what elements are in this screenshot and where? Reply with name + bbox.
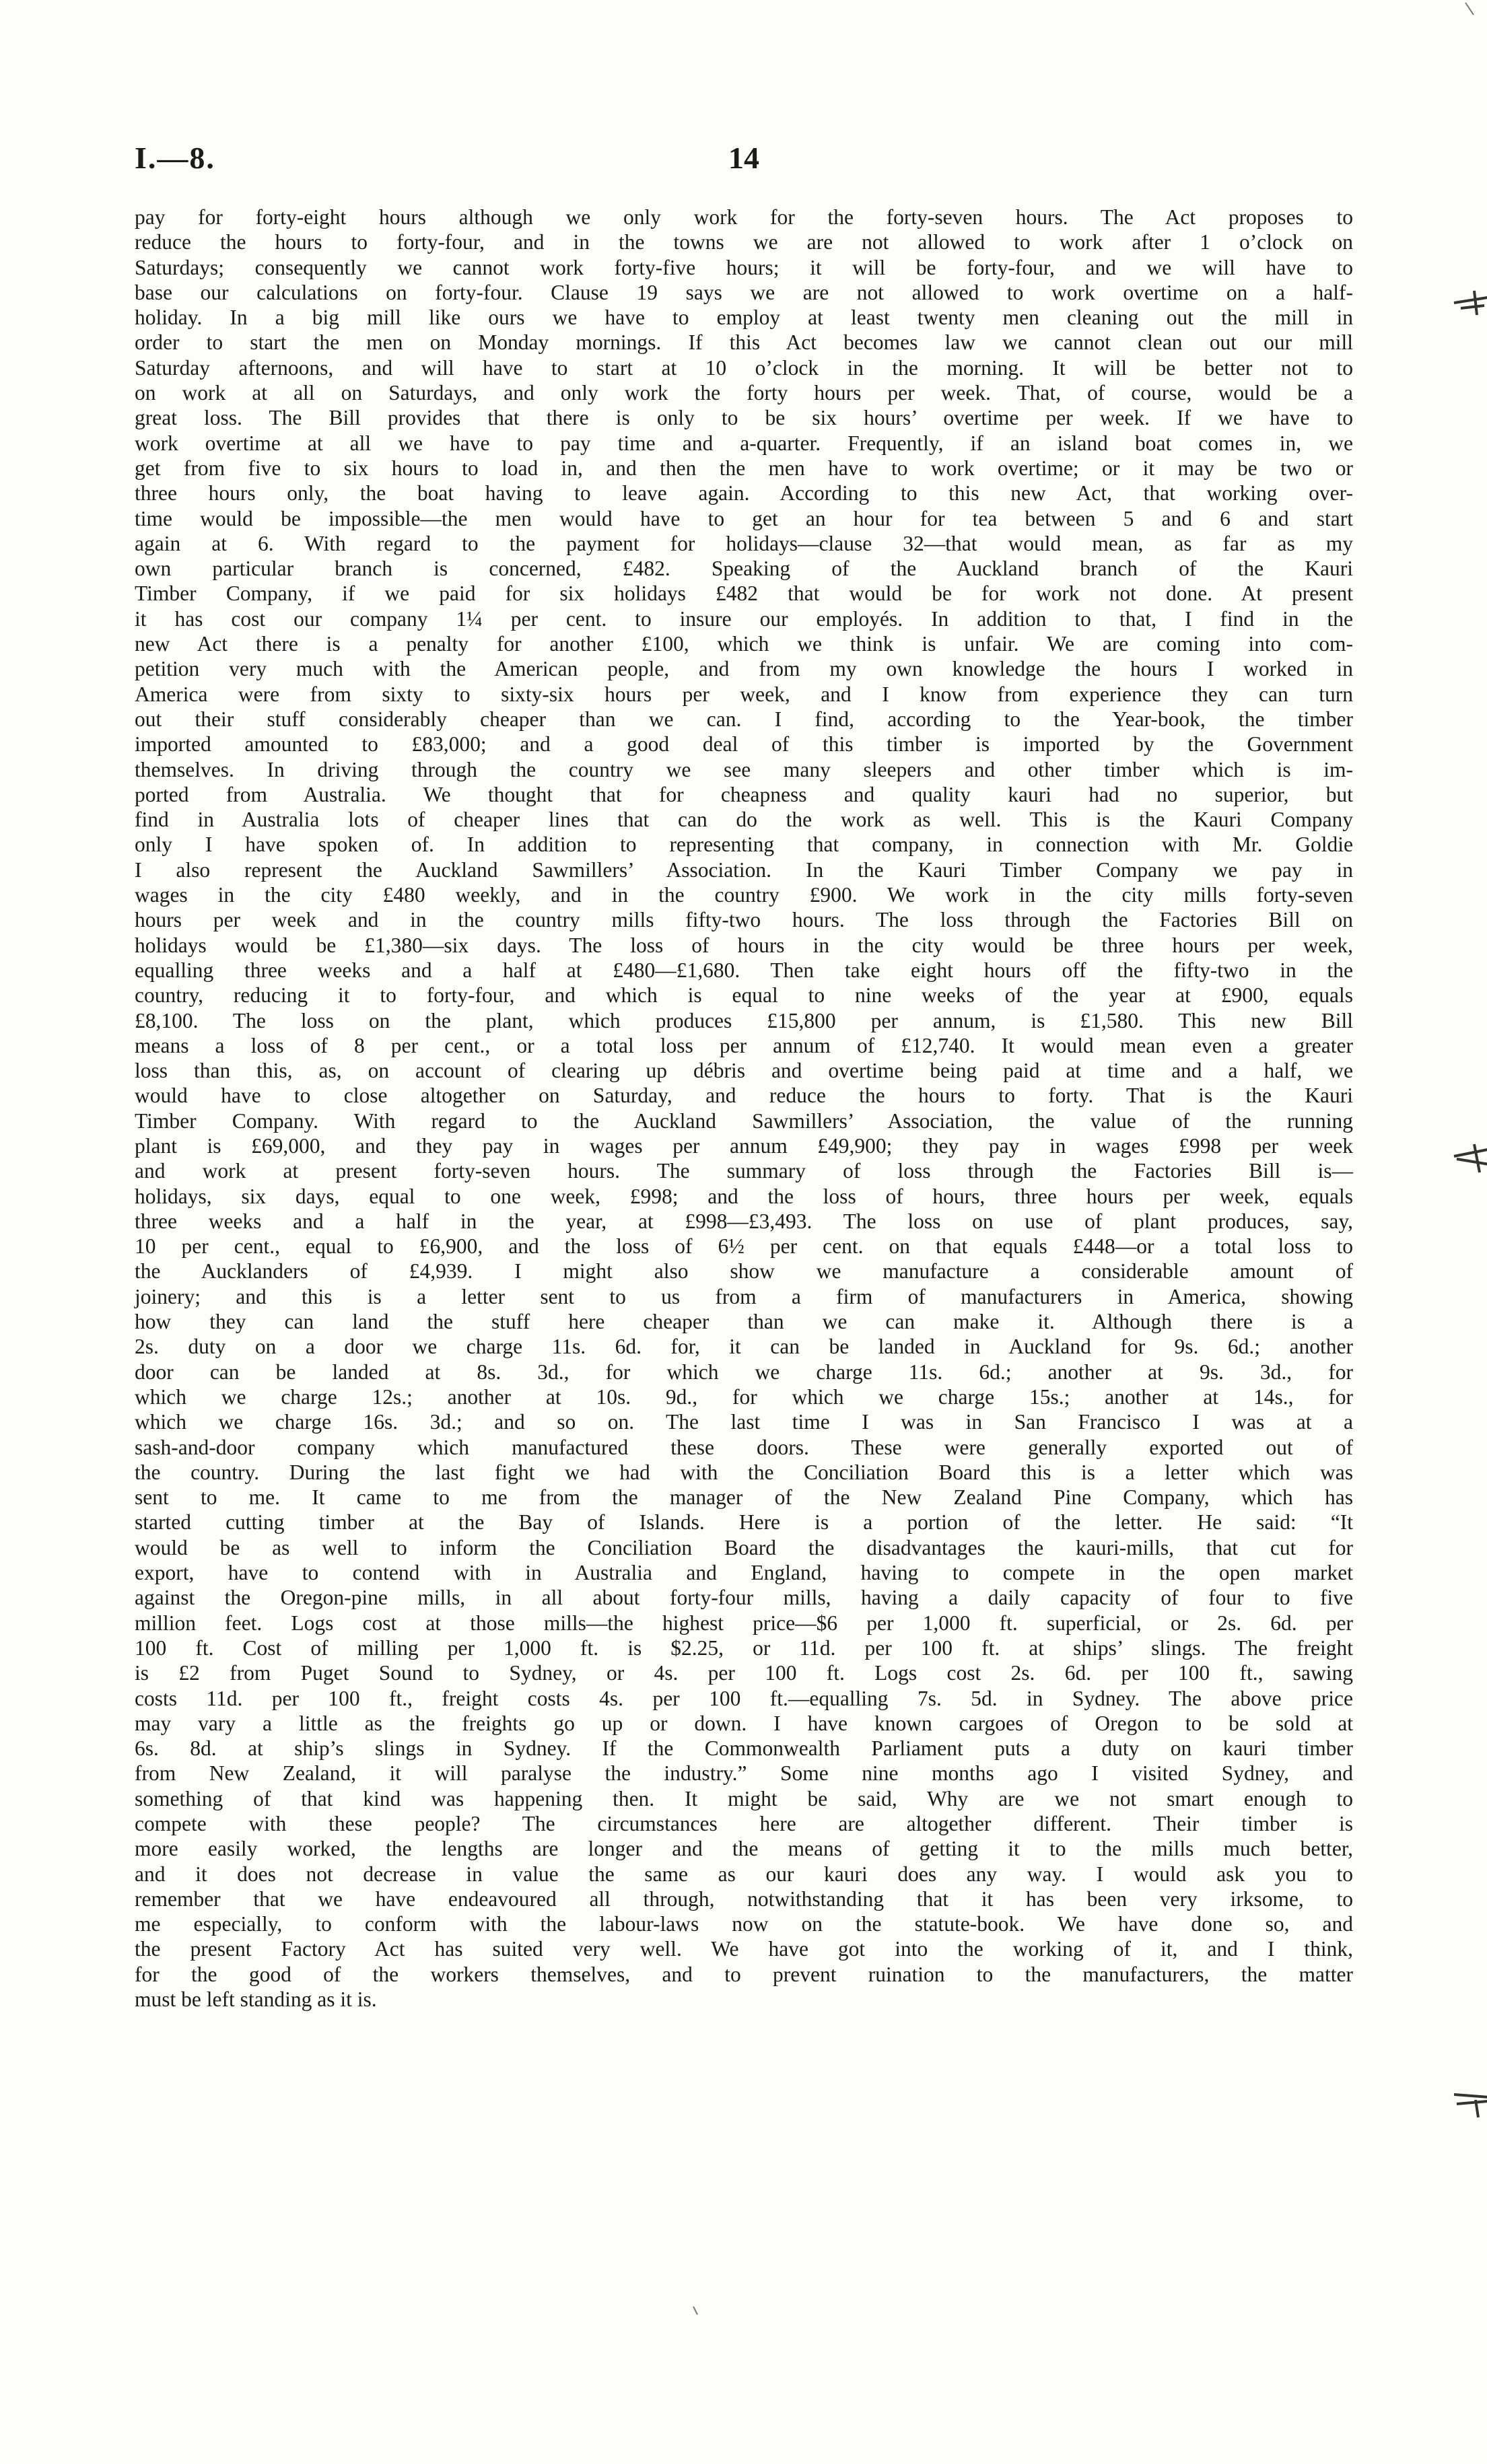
text-line: find in Australia lots of cheaper lines that can do the work as well. This is the Kauri Company: [135, 808, 1353, 832]
text-line: £8,100. The loss on the plant, which produces £15,800 per annum, is £1,580. This new Bill: [135, 1008, 1353, 1032]
text-line: time would be impossible—the men would have to get an hour for tea between 5 and 6 and start: [135, 506, 1353, 530]
text-line: base our calculations on forty-four. Clause 19 says we are not allowed to work overtime on a half-: [135, 280, 1353, 304]
text-line: must be left standing as it is.: [135, 1987, 377, 2012]
text-line: I also represent the Auckland Sawmillers’ Association. In the Kauri Timber Company we pay in: [135, 857, 1353, 882]
text-line: great loss. The Bill provides that there is only to be six hours’ overtime per week. If we have to: [135, 406, 1353, 430]
text-line: the present Factory Act has suited very well. We have got into the working of it, and I think,: [135, 1937, 1353, 1961]
text-line: costs 11d. per 100 ft., freight costs 4s. per 100 ft.—equalling 7s. 5d. in Sydney. The above price: [135, 1686, 1353, 1710]
text-line: pay for forty-eight hours although we only work for the forty-seven hours. The Act proposes to: [135, 205, 1353, 229]
text-line: petition very much with the American people, and from my own knowledge the hours I worked in: [135, 657, 1353, 681]
text-line: country, reducing it to forty-four, and which is equal to nine weeks of the year at £900, equals: [135, 983, 1353, 1008]
text-line: imported amounted to £83,000; and a good deal of this timber is imported by the Government: [135, 732, 1353, 756]
text-line: started cutting timber at the Bay of Islands. Here is a portion of the letter. He said: “It: [135, 1510, 1353, 1535]
text-line: 6s. 8d. at ship’s slings in Sydney. If the Commonwealth Parliament puts a duty on kauri timber: [135, 1736, 1353, 1761]
text-line: from New Zealand, it will paralyse the industry.” Some nine months ago I visited Sydney, and: [135, 1761, 1353, 1786]
text-line: 100 ft. Cost of milling per 1,000 ft. is $2.25, or 11d. per 100 ft. at ships’ slings. The freight: [135, 1635, 1353, 1660]
text-line: holidays would be £1,380—six days. The loss of hours in the city would be three hours per week,: [135, 933, 1353, 957]
text-line: America were from sixty to sixty-six hours per week, and I know from experience they can turn: [135, 682, 1353, 706]
text-line: for the good of the workers themselves, and to prevent ruination to the manufacturers, the matter: [135, 1962, 1353, 1986]
text-line: which we charge 12s.; another at 10s. 9d., for which we charge 15s.; another at 14s., for: [135, 1384, 1353, 1409]
text-line: something of that kind was happening then. It might be said, Why are we not smart enough to: [135, 1786, 1353, 1810]
binding-mark-icon: [1447, 1137, 1487, 1178]
text-line: Timber Company, if we paid for six holidays £482 that would be for work not done. At present: [135, 582, 1353, 606]
text-line: the country. During the last fight we had with the Conciliation Board this is a letter which was: [135, 1460, 1353, 1484]
text-line: loss than this, as, on account of clearing up débris and overtime being paid at time and a half, we: [135, 1059, 1353, 1083]
text-line: order to start the men on Monday mornings. If this Act becomes law we cannot clean out our mill: [135, 330, 1353, 355]
text-line: own particular branch is concerned, £482. Speaking of the Auckland branch of the Kauri: [135, 557, 1353, 581]
page-header: [135, 140, 1353, 180]
text-line: the Aucklanders of £4,939. I might also show we manufacture a considerable amount of: [135, 1259, 1353, 1283]
body-paragraph: [135, 205, 1353, 2012]
text-line: me especially, to conform with the labour-laws now on the statute-book. We have done so, and: [135, 1912, 1353, 1936]
text-line: holiday. In a big mill like ours we have to employ at least twenty men cleaning out the mill in: [135, 306, 1353, 330]
text-line: work overtime at all we have to pay time and a-quarter. Frequently, if an island boat comes in, we: [135, 431, 1353, 455]
text-line: Timber Company. With regard to the Auckland Sawmillers’ Association, the value of the running: [135, 1108, 1353, 1133]
text-line: get from five to six hours to load in, and then the men have to work overtime; or it may be two or: [135, 456, 1353, 480]
binding-mark-icon: [1447, 283, 1487, 323]
text-line: wages in the city £480 weekly, and in the country £900. We work in the city mills forty-seven: [135, 883, 1353, 907]
page-number: 14: [728, 141, 759, 175]
text-line: and work at present forty-seven hours. The summary of loss through the Factories Bill is—: [135, 1159, 1353, 1183]
text-line: sash-and-door company which manufactured these doors. These were generally exported out of: [135, 1435, 1353, 1459]
text-line: sent to me. It came to me from the manager of the New Zealand Pine Company, which has: [135, 1485, 1353, 1510]
text-line: 10 per cent., equal to £6,900, and the loss of 6½ per cent. on that equals £448—or a total loss to: [135, 1234, 1353, 1259]
text-line: 2s. duty on a door we charge 11s. 6d. for, it can be landed in Auckland for 9s. 6d.; another: [135, 1335, 1353, 1359]
text-line: only I have spoken of. In addition to representing that company, in connection with Mr. Goldie: [135, 833, 1353, 857]
text-line: against the Oregon-pine mills, in all about forty-four mills, having a daily capacity of four to five: [135, 1586, 1353, 1610]
text-line: equalling three weeks and a half at £480—£1,680. Then take eight hours off the fifty-two in the: [135, 958, 1353, 982]
text-line: would be as well to inform the Conciliation Board the disadvantages the kauri-mills, that cut for: [135, 1535, 1353, 1559]
binding-mark-icon: [1447, 2080, 1487, 2120]
text-line: reduce the hours to forty-four, and in the towns we are not allowed to work after 1 o’clock on: [135, 230, 1353, 254]
text-line: ported from Australia. We thought that for cheapness and quality kauri had no superior, but: [135, 782, 1353, 806]
text-line: again at 6. With regard to the payment for holidays—clause 32—that would mean, as far as my: [135, 531, 1353, 555]
text-line: new Act there is a penalty for another £100, which we think is unfair. We are coming into com-: [135, 632, 1353, 656]
text-line: three weeks and a half in the year, at £998—£3,493. The loss on use of plant produces, say,: [135, 1209, 1353, 1233]
text-line: means a loss of 8 per cent., or a total loss per annum of £12,740. It would mean even a greater: [135, 1033, 1353, 1057]
text-line: remember that we have endeavoured all through, notwithstanding that it has been very irksome, to: [135, 1887, 1353, 1911]
text-line: compete with these people? The circumstances here are altogether different. Their timber is: [135, 1812, 1353, 1835]
text-line: Saturday afternoons, and will have to start at 10 o’clock in the morning. It will be better not to: [135, 355, 1353, 380]
text-line: hours per week and in the country mills fifty-two hours. The loss through the Factories Bill on: [135, 908, 1353, 932]
text-line: Saturdays; consequently we cannot work forty-five hours; it will be forty-four, and we will have to: [135, 255, 1353, 279]
scan-tick-icon: [692, 2305, 699, 2316]
text-line: is £2 from Puget Sound to Sydney, or 4s. per 100 ft. Logs cost 2s. 6d. per 100 ft., sawing: [135, 1661, 1353, 1685]
text-line: out their stuff considerably cheaper than we can. I find, according to the Year-book, the timber: [135, 707, 1353, 731]
text-line: themselves. In driving through the country we see many sleepers and other timber which is im-: [135, 757, 1353, 781]
text-line: on work at all on Saturdays, and only work the forty hours per week. That, of course, would be a: [135, 381, 1353, 405]
text-line: how they can land the stuff here cheaper than we can make it. Although there is a: [135, 1310, 1353, 1334]
text-line: million feet. Logs cost at those mills—the highest price—$6 per 1,000 ft. superficial, or 2s. 6d. per: [135, 1611, 1353, 1635]
text-line: three hours only, the boat having to leave again. According to this new Act, that working over-: [135, 481, 1353, 505]
text-line: and it does not decrease in value the same as our kauri does any way. I would ask you to: [135, 1862, 1353, 1886]
text-line: door can be landed at 8s. 3d., for which we charge 11s. 6d.; another at 9s. 3d., for: [135, 1360, 1353, 1384]
text-line: more easily worked, the lengths are longer and the means of getting it to the mills much better,: [135, 1837, 1353, 1861]
corner-tick-icon: [1460, 0, 1480, 20]
document-reference: I.—8.: [135, 141, 215, 175]
text-line: joinery; and this is a letter sent to us from a firm of manufacturers in America, showing: [135, 1284, 1353, 1308]
text-line: plant is £69,000, and they pay in wages per annum £49,900; they pay in wages £998 per week: [135, 1133, 1353, 1158]
text-line: export, have to contend with in Australia and England, having to compete in the open market: [135, 1561, 1353, 1585]
text-line: holidays, six days, equal to one week, £998; and the loss of hours, three hours per week, equals: [135, 1184, 1353, 1208]
text-line: would have to close altogether on Saturday, and reduce the hours to forty. That is the Kauri: [135, 1084, 1353, 1108]
text-line: may vary a little as the freights go up or down. I have known cargoes of Oregon to be sold at: [135, 1711, 1353, 1735]
text-line: which we charge 16s. 3d.; and so on. The last time I was in San Francisco I was at a: [135, 1410, 1353, 1434]
text-line: it has cost our company 1¼ per cent. to insure our employés. In addition to that, I find in the: [135, 606, 1353, 631]
